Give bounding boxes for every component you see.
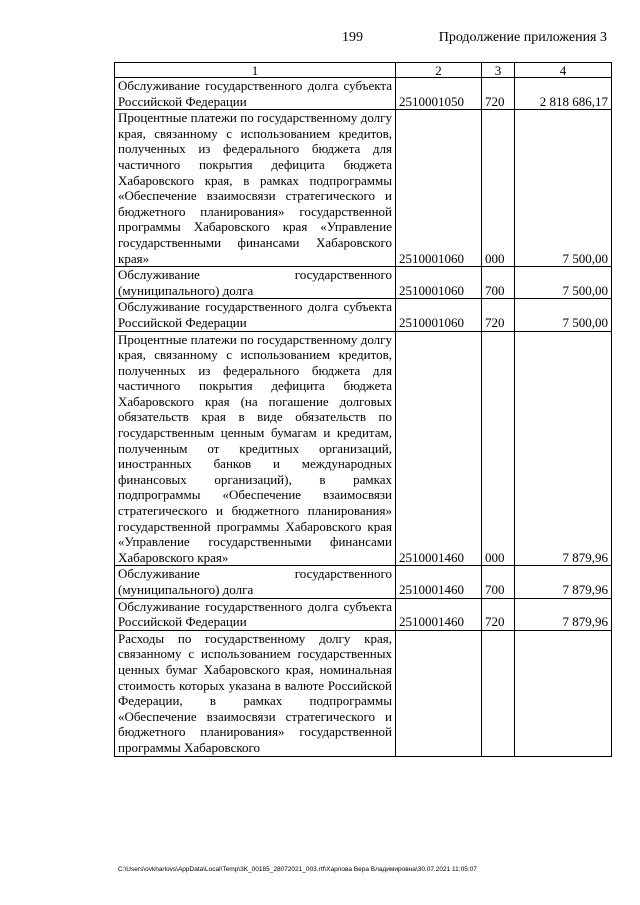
row-target-code: 2510001460 [396, 331, 482, 566]
row-expense-type: 700 [482, 566, 515, 598]
row-target-code: 2510001460 [396, 598, 482, 630]
row-target-code: 2510001060 [396, 267, 482, 299]
table-row [115, 598, 612, 630]
table-row [115, 267, 612, 299]
row-name: Обслуживание государственного (муниципального) долга [115, 267, 396, 299]
row-name: Обслуживание государственного долга субъекта Российской Федерации [115, 598, 396, 630]
row-name: Процентные платежи по государственному долгу края, связанному с использованием кредитов, полученных из федерального бюджета для частичного покрытия дефицита бюджета Хабаровского края, в рамках подпрограммы «Обеспечение взаимосвязи стратегического и бюджетного планирования» государственной программы Хабаровского края «Управление государственными финансами Хабаровского края» [115, 110, 396, 267]
table-row [115, 331, 612, 566]
column-header-3: 3 [482, 63, 515, 78]
table-row [115, 299, 612, 331]
table-row [115, 78, 612, 110]
row-amount: 7 879,96 [515, 331, 612, 566]
row-target-code: 2510001060 [396, 299, 482, 331]
row-name: Обслуживание государственного долга субъекта Российской Федерации [115, 299, 396, 331]
column-header-1: 1 [115, 63, 396, 78]
row-target-code [396, 630, 482, 756]
table-row [115, 630, 612, 756]
row-amount: 7 879,96 [515, 566, 612, 598]
row-amount: 7 500,00 [515, 267, 612, 299]
row-name: Обслуживание государственного (муниципального) долга [115, 566, 396, 598]
page-number: 199 [342, 30, 363, 45]
row-name: Расходы по государственному долгу края, связанному с использованием государственных ценных бумаг Хабаровского края, номинальная стоимость которых указана в валюте Российской Федерации, в рамках подпрограммы «Обеспечение взаимосвязи стратегического и бюджетного планирования» государственной программы Хабаровского [115, 630, 396, 756]
row-target-code: 2510001460 [396, 566, 482, 598]
row-expense-type: 720 [482, 598, 515, 630]
appendix-continuation-label: Продолжение приложения 3 [438, 30, 607, 45]
row-amount: 2 818 686,17 [515, 78, 612, 110]
row-expense-type: 720 [482, 299, 515, 331]
row-amount: 7 500,00 [515, 299, 612, 331]
column-number-row [115, 63, 612, 78]
row-expense-type: 000 [482, 331, 515, 566]
row-expense-type [482, 630, 515, 756]
row-expense-type: 000 [482, 110, 515, 267]
row-name: Процентные платежи по государственному долгу края, связанному с использованием кредитов, полученных из федерального бюджета для частичного покрытия дефицита бюджета Хабаровского края (на погашение долговых обязательств края в виде обязательств по государственным ценным бумагам и кредитам, полученным от кредитных организаций, иностранных банков и международных финансовых организаций), в рамках подпрограммы «Обеспечение взаимосвязи стратегического и бюджетного планирования» государственной программы Хабаровского края «Управление государственными финансами Хабаровского края» [115, 331, 396, 566]
row-amount: 7 879,96 [515, 598, 612, 630]
row-amount: 7 500,00 [515, 110, 612, 267]
row-target-code: 2510001050 [396, 78, 482, 110]
column-header-4: 4 [515, 63, 612, 78]
row-name: Обслуживание государственного долга субъекта Российской Федерации [115, 78, 396, 110]
table-row [115, 110, 612, 267]
table-row [115, 566, 612, 598]
row-expense-type: 720 [482, 78, 515, 110]
row-expense-type: 700 [482, 267, 515, 299]
row-target-code: 2510001060 [396, 110, 482, 267]
column-header-2: 2 [396, 63, 482, 78]
document-path-footer: C:\Users\ovkharlovs\AppData\Local\Temp\3K_00185_28072021_003.rtf\Харлова Вера Владимировна\30.07.2021 11:05:07 [118, 866, 477, 873]
budget-table [114, 62, 612, 757]
row-amount [515, 630, 612, 756]
